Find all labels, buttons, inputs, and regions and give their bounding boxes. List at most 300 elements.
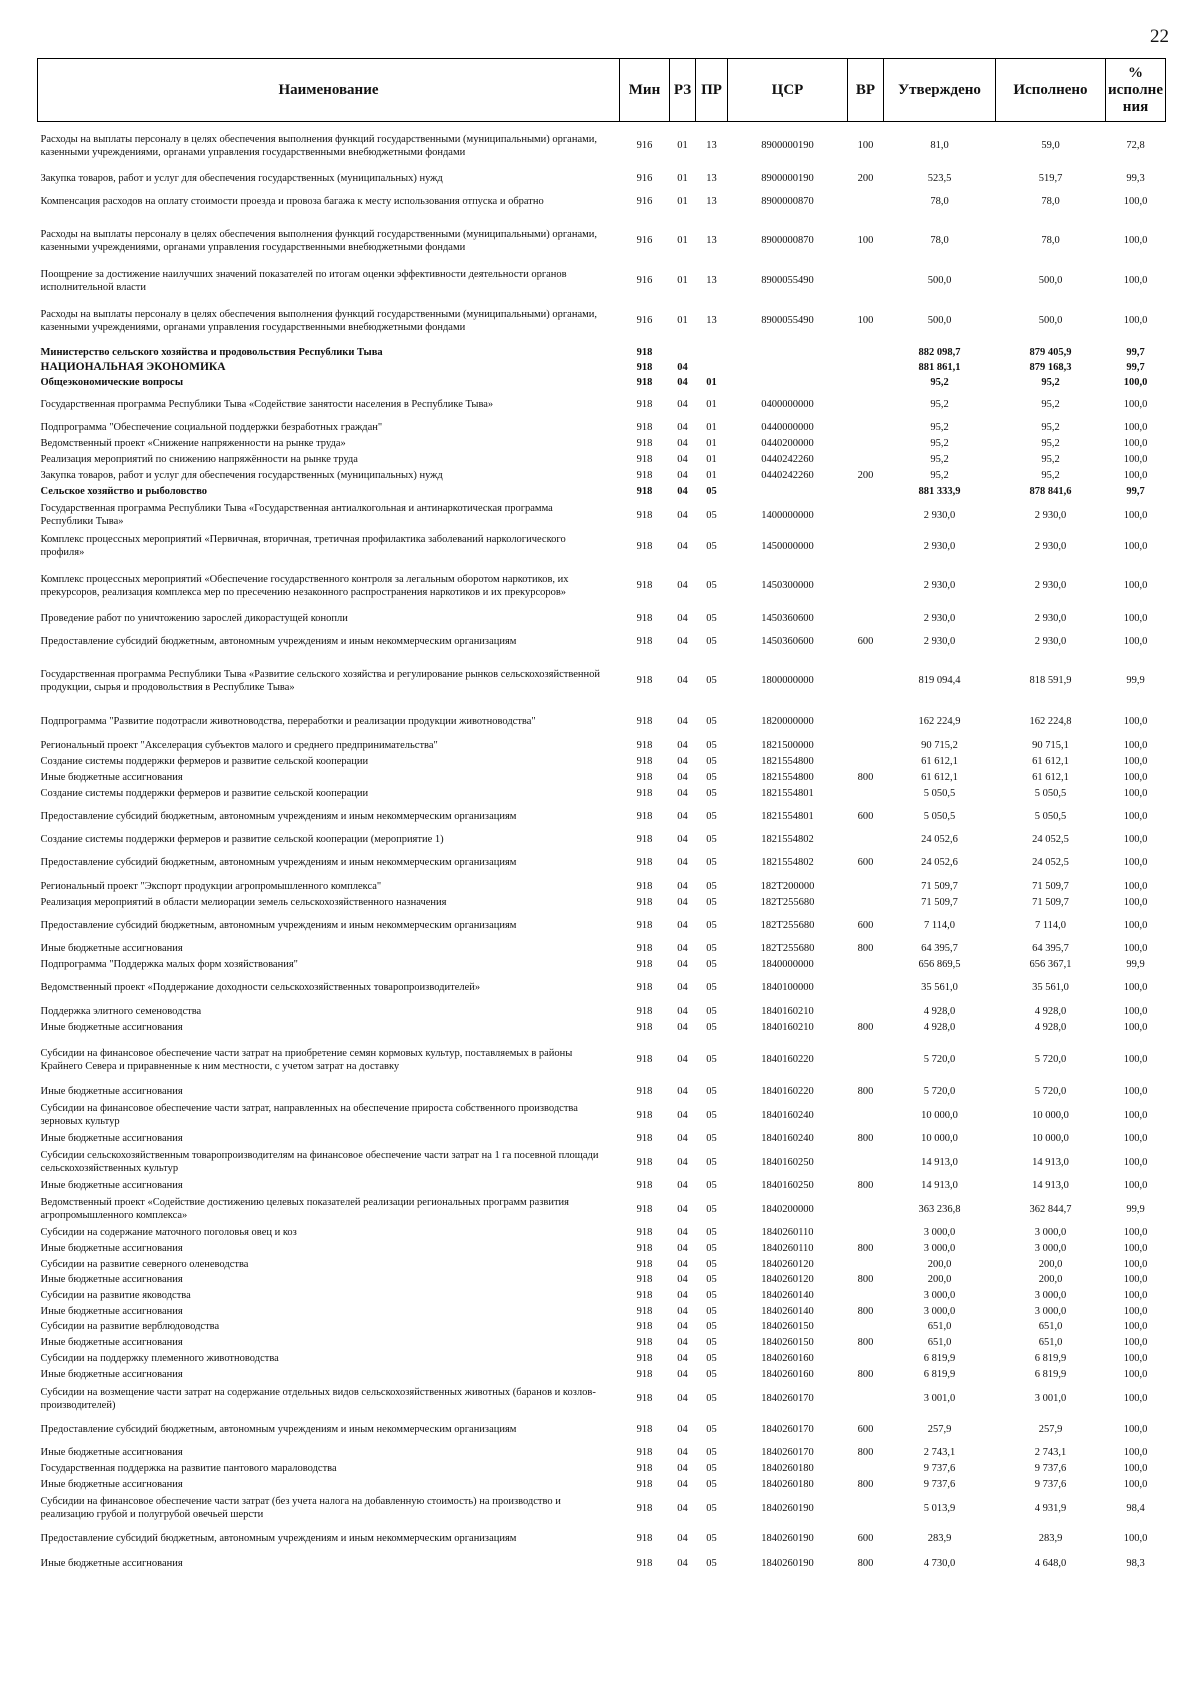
row-name: Иные бюджетные ассигнования [40, 1447, 183, 1458]
row-vr: 800 [857, 1305, 874, 1317]
row-min: 918 [636, 675, 653, 686]
row-percent: 72,8 [1126, 140, 1145, 152]
row-executed: 257,9 [1038, 1424, 1063, 1435]
row-rz: 04 [677, 897, 688, 908]
row-vr [848, 436, 884, 452]
row-vr: 800 [857, 943, 874, 954]
row-pr: 05 [706, 1180, 717, 1191]
row-executed: 878 841,6 [1029, 486, 1072, 497]
row-rz: 04 [677, 740, 688, 751]
row-pr: 05 [706, 740, 717, 751]
row-rz: 04 [677, 982, 688, 993]
row-pr: 05 [706, 1203, 717, 1215]
table-row [38, 484, 1166, 500]
row-percent: 98,4 [1126, 1502, 1145, 1514]
row-vr [848, 973, 884, 1003]
row-min: 918 [636, 982, 653, 993]
row-executed: 6 819,9 [1034, 1353, 1067, 1364]
row-min: 918 [636, 740, 653, 751]
row-rz: 04 [677, 509, 688, 521]
row-pr: 05 [706, 1005, 717, 1017]
row-csr: 1840160250 [761, 1156, 814, 1168]
table-row [38, 360, 1166, 375]
row-executed: 90 715,1 [1032, 740, 1069, 751]
row-executed: 4 928,0 [1034, 1022, 1067, 1033]
row-csr: 1821554802 [761, 857, 814, 868]
row-name: Субсидии на финансовое обеспечение части затрат, направленных на обеспечение прироста собственного производства зерновых культур [40, 1103, 578, 1127]
row-approved: 651,0 [927, 1337, 952, 1348]
row-approved: 9 737,6 [923, 1479, 956, 1490]
table-row [38, 375, 1166, 391]
table-row [38, 957, 1166, 973]
row-pr: 05 [706, 1558, 717, 1569]
row-rz: 04 [677, 675, 688, 686]
row-approved: 2 930,0 [923, 580, 956, 591]
row-rz: 04 [677, 361, 688, 373]
row-pr: 01 [706, 454, 717, 465]
row-executed: 71 509,7 [1032, 880, 1069, 892]
row-rz: 04 [677, 486, 688, 497]
row-csr: 1820000000 [761, 716, 814, 727]
header-vr: ВР [848, 59, 884, 122]
table-row [38, 786, 1166, 802]
row-approved: 78,0 [930, 196, 949, 207]
row-name: Предоставление субсидий бюджетным, автономным учреждениям и иным некоммерческим организациям [40, 1424, 517, 1435]
row-rz: 04 [677, 1086, 688, 1097]
table-row [38, 1100, 1166, 1131]
row-min: 918 [636, 756, 653, 767]
row-name: Иные бюджетные ассигнования [40, 1337, 183, 1348]
row-approved: 162 224,9 [918, 716, 961, 727]
row-csr: 1840260140 [761, 1305, 814, 1317]
row-approved: 4 928,0 [923, 1022, 956, 1033]
row-pr: 05 [706, 1305, 717, 1317]
row-vr [848, 531, 884, 562]
row-approved: 90 715,2 [921, 740, 958, 751]
row-vr: 600 [857, 635, 874, 647]
row-csr: 1840260150 [761, 1337, 814, 1348]
row-rz: 04 [677, 1424, 688, 1435]
row-executed: 879 168,3 [1029, 361, 1072, 373]
row-executed: 3 000,0 [1034, 1243, 1067, 1254]
table-row [38, 1194, 1166, 1225]
row-pr: 05 [706, 1258, 717, 1270]
row-pr [696, 345, 728, 360]
row-rz: 04 [677, 1258, 688, 1270]
row-name: Иные бюджетные ассигнования [40, 943, 183, 954]
table-row [38, 848, 1166, 878]
row-percent: 98,3 [1126, 1558, 1145, 1569]
row-executed: 78,0 [1041, 196, 1060, 207]
row-vr [848, 1461, 884, 1477]
row-executed: 5 050,5 [1034, 811, 1067, 822]
table-row [38, 1003, 1166, 1020]
header-rz: РЗ [670, 59, 696, 122]
row-rz: 04 [677, 540, 688, 552]
row-approved: 881 861,1 [918, 361, 961, 373]
row-pr: 05 [706, 1054, 717, 1065]
row-percent: 100,0 [1123, 834, 1148, 845]
row-csr: 8900000870 [761, 196, 814, 207]
row-min: 916 [636, 140, 653, 152]
row-rz: 04 [677, 438, 688, 449]
row-min: 918 [636, 486, 653, 497]
row-min: 918 [636, 1321, 653, 1332]
row-pr: 05 [706, 1290, 717, 1301]
row-executed: 24 052,5 [1032, 834, 1069, 845]
row-percent: 100,0 [1123, 377, 1148, 388]
row-percent: 100,0 [1123, 1353, 1148, 1364]
header-executed: Исполнено [996, 59, 1106, 122]
row-csr: 1840160220 [761, 1054, 814, 1065]
row-rz: 04 [677, 1274, 688, 1285]
row-vr [848, 832, 884, 848]
row-vr [848, 345, 884, 360]
row-rz: 04 [677, 1227, 688, 1238]
row-csr: 1400000000 [761, 509, 814, 521]
row-approved: 95,2 [930, 438, 949, 449]
row-percent: 100,0 [1123, 196, 1148, 207]
header-pr: ПР [696, 59, 728, 122]
row-vr: 100 [857, 140, 874, 152]
header-name: Наименование [38, 59, 620, 122]
row-pr: 05 [706, 943, 717, 954]
row-vr [848, 1194, 884, 1225]
row-vr [848, 1319, 884, 1335]
row-name: Расходы на выплаты персоналу в целях обеспечения выполнения функций государственными (муниципальными) органами, казенными учреждениями, органами управления государственными внебюджетными фондами [40, 228, 598, 253]
row-percent: 100,0 [1123, 1180, 1148, 1191]
header-percent: % исполне ния [1106, 59, 1166, 122]
row-rz: 04 [677, 959, 688, 970]
row-pr: 05 [706, 811, 717, 822]
row-pr: 05 [706, 716, 717, 727]
row-approved: 2 930,0 [923, 635, 956, 647]
row-csr: 1840160250 [761, 1180, 814, 1191]
row-name: Поддержка элитного семеноводства [40, 1005, 202, 1017]
row-name: Министерство сельского хозяйства и продовольствия Республики Тыва [40, 346, 383, 358]
row-executed: 2 930,0 [1034, 509, 1067, 521]
row-pr: 13 [706, 275, 717, 286]
row-executed: 5 720,0 [1034, 1086, 1067, 1097]
row-pr: 05 [706, 1086, 717, 1097]
table-row [38, 419, 1166, 436]
row-approved: 14 913,0 [921, 1156, 958, 1168]
row-vr [848, 738, 884, 754]
row-executed: 64 395,7 [1032, 943, 1069, 954]
row-rz: 04 [677, 811, 688, 822]
row-executed: 7 114,0 [1034, 920, 1067, 931]
row-percent: 100,0 [1123, 1109, 1148, 1121]
row-pr: 05 [706, 1227, 717, 1238]
row-name: Иные бюджетные ассигнования [40, 1243, 183, 1254]
row-rz: 04 [677, 1463, 688, 1474]
row-pr: 05 [706, 788, 717, 799]
row-percent: 100,0 [1123, 897, 1148, 908]
row-executed: 35 561,0 [1032, 982, 1069, 993]
row-pr: 05 [706, 1369, 717, 1380]
page-number: 22 [1150, 26, 1169, 47]
row-min: 918 [636, 1558, 653, 1569]
row-min: 918 [636, 1258, 653, 1270]
row-min: 918 [636, 421, 653, 433]
row-min: 918 [636, 470, 653, 481]
row-csr: 1840260120 [761, 1274, 814, 1285]
row-csr: 1821554800 [761, 772, 814, 783]
row-percent: 100,0 [1123, 1227, 1148, 1238]
row-vr [848, 1147, 884, 1178]
row-vr [848, 1288, 884, 1304]
row-rz: 01 [677, 140, 688, 152]
row-pr: 05 [706, 1156, 717, 1168]
table-header-row [38, 59, 1166, 122]
table-row [38, 122, 1166, 170]
row-approved: 3 000,0 [923, 1243, 956, 1254]
row-name: НАЦИОНАЛЬНАЯ ЭКОНОМИКА [40, 360, 226, 373]
row-pr: 05 [706, 509, 717, 521]
row-approved: 651,0 [927, 1321, 952, 1332]
row-rz: 04 [677, 421, 688, 433]
row-percent: 100,0 [1123, 1337, 1148, 1348]
row-min: 918 [636, 1022, 653, 1033]
row-pr: 05 [706, 1479, 717, 1490]
row-percent: 99,9 [1126, 1203, 1145, 1215]
row-percent: 100,0 [1123, 857, 1148, 868]
row-name: Иные бюджетные ассигнования [40, 1369, 183, 1380]
row-csr: 1840260140 [761, 1290, 814, 1301]
row-percent: 100,0 [1123, 1156, 1148, 1168]
table-row [38, 610, 1166, 627]
row-executed: 95,2 [1041, 454, 1060, 465]
row-approved: 9 737,6 [923, 1463, 956, 1474]
row-percent: 100,0 [1123, 1054, 1148, 1065]
row-csr: 1821500000 [761, 740, 814, 751]
row-name: Иные бюджетные ассигнования [40, 1133, 183, 1144]
row-percent: 100,0 [1123, 1274, 1148, 1285]
row-executed: 500,0 [1038, 315, 1063, 326]
row-approved: 2 930,0 [923, 612, 956, 624]
row-vr [848, 1036, 884, 1084]
row-rz: 04 [677, 1479, 688, 1490]
row-rz: 04 [677, 1337, 688, 1348]
row-executed: 200,0 [1038, 1258, 1063, 1270]
row-name: Ведомственный проект «Поддержание доходности сельскохозяйственных товаропроизводителей» [40, 982, 481, 993]
row-rz: 04 [677, 377, 688, 388]
row-csr: 1450300000 [761, 580, 814, 591]
row-csr: 8900055490 [761, 315, 814, 326]
row-name: Региональный проект "Акселерация субъектов малого и среднего предпринимательства" [40, 740, 438, 751]
row-name: Создание системы поддержки фермеров и развитие сельской кооперации (мероприятие 1) [40, 834, 444, 845]
row-min: 918 [636, 1109, 653, 1121]
row-vr [848, 391, 884, 419]
table-row [38, 878, 1166, 895]
row-approved: 500,0 [927, 315, 952, 326]
table-row [38, 1477, 1166, 1493]
table-row [38, 452, 1166, 468]
row-name: Региональный проект "Экспорт продукции агропромышленного комплекса" [40, 880, 382, 892]
row-name: Расходы на выплаты персоналу в целях обеспечения выполнения функций государственными (муниципальными) органами, казенными учреждениями, органами управления государственными внебюджетными фондами [40, 133, 598, 158]
row-min: 916 [636, 315, 653, 326]
row-executed: 78,0 [1041, 235, 1060, 246]
row-approved: 95,2 [930, 399, 949, 410]
row-name: Создание системы поддержки фермеров и развитие сельской кооперации [40, 756, 369, 767]
row-min: 918 [636, 811, 653, 822]
row-percent: 100,0 [1123, 421, 1148, 433]
row-executed: 519,7 [1038, 172, 1063, 184]
row-approved: 2 930,0 [923, 509, 956, 521]
row-min: 918 [636, 1133, 653, 1144]
row-min: 918 [636, 857, 653, 868]
row-percent: 100,0 [1123, 1479, 1148, 1490]
row-approved: 363 236,8 [918, 1203, 961, 1215]
row-min: 918 [636, 612, 653, 624]
row-vr: 800 [857, 1133, 874, 1144]
row-executed: 5 050,5 [1034, 788, 1067, 799]
row-executed: 14 913,0 [1032, 1156, 1069, 1168]
row-executed: 95,2 [1041, 438, 1060, 449]
row-min: 918 [636, 635, 653, 647]
row-executed: 95,2 [1041, 421, 1060, 433]
row-approved: 10 000,0 [921, 1109, 958, 1121]
table-row [38, 1304, 1166, 1319]
row-name: Общеэкономические вопросы [40, 377, 184, 388]
row-rz: 04 [677, 834, 688, 845]
row-executed: 2 930,0 [1034, 635, 1067, 647]
table-row [38, 754, 1166, 770]
row-approved: 95,2 [930, 421, 949, 433]
table-row [38, 1288, 1166, 1304]
row-rz: 04 [677, 454, 688, 465]
table-row [38, 706, 1166, 738]
row-vr: 800 [857, 1022, 874, 1033]
row-pr: 05 [706, 1337, 717, 1348]
row-csr: 1840000000 [761, 959, 814, 970]
row-min: 918 [636, 1086, 653, 1097]
row-csr: 1840260110 [761, 1227, 814, 1238]
table-row [38, 1225, 1166, 1241]
row-min: 918 [636, 1203, 653, 1215]
row-csr: 1840260180 [761, 1463, 814, 1474]
row-percent: 100,0 [1123, 1533, 1148, 1544]
row-csr: 1800000000 [761, 675, 814, 686]
row-approved: 61 612,1 [921, 756, 958, 767]
row-name: Подпрограмма "Обеспечение социальной поддержки безработных граждан" [40, 421, 383, 433]
row-percent: 100,0 [1123, 580, 1148, 591]
row-vr [848, 1383, 884, 1415]
row-vr [848, 562, 884, 610]
row-pr: 01 [706, 421, 717, 433]
row-pr: 05 [706, 880, 717, 892]
row-vr [848, 1003, 884, 1020]
row-rz: 04 [677, 1005, 688, 1017]
row-rz: 04 [677, 1109, 688, 1121]
table-row [38, 345, 1166, 360]
row-executed: 24 052,5 [1032, 857, 1069, 868]
row-executed: 10 000,0 [1032, 1133, 1069, 1144]
row-rz: 04 [677, 1447, 688, 1458]
row-approved: 71 509,7 [921, 897, 958, 908]
row-approved: 95,2 [930, 470, 949, 481]
table-row [38, 391, 1166, 419]
row-vr: 600 [857, 920, 874, 931]
table-row [38, 1367, 1166, 1383]
row-approved: 5 013,9 [923, 1502, 956, 1514]
row-pr: 13 [706, 172, 717, 184]
row-name: Ведомственный проект «Снижение напряженности на рынке труда» [40, 438, 346, 449]
row-vr: 800 [857, 1369, 874, 1380]
row-pr: 01 [706, 470, 717, 481]
row-approved: 6 819,9 [923, 1353, 956, 1364]
row-min: 916 [636, 172, 653, 184]
row-min: 918 [636, 1005, 653, 1017]
row-percent: 100,0 [1123, 716, 1148, 727]
row-csr: 1840260170 [761, 1447, 814, 1458]
row-name: Субсидии сельскохозяйственным товаропроизводителям на финансовое обеспечение части затрат на 1 га посевной площади сельскохозяйственных культур [40, 1150, 599, 1174]
row-name: Субсидии на поддержку племенного животноводства [40, 1353, 279, 1364]
row-pr: 05 [706, 1109, 717, 1121]
row-name: Расходы на выплаты персоналу в целях обеспечения выполнения функций государственными (муниципальными) органами, казенными учреждениями, органами управления государственными внебюджетными фондами [40, 308, 598, 333]
row-rz: 04 [677, 1203, 688, 1215]
row-min: 918 [636, 1156, 653, 1168]
row-name: Иные бюджетные ассигнования [40, 1305, 183, 1317]
table-row [38, 1351, 1166, 1367]
row-approved: 2 930,0 [923, 540, 956, 552]
row-rz: 04 [677, 1321, 688, 1332]
row-name: Иные бюджетные ассигнования [40, 1022, 183, 1033]
row-approved: 656 869,5 [918, 959, 961, 970]
row-approved: 64 395,7 [921, 943, 958, 954]
row-executed: 4 648,0 [1034, 1558, 1067, 1569]
row-rz: 04 [677, 1243, 688, 1254]
row-approved: 819 094,4 [918, 675, 961, 686]
row-pr: 01 [706, 399, 717, 410]
row-executed: 362 844,7 [1029, 1203, 1072, 1215]
row-pr: 05 [706, 1393, 717, 1404]
row-percent: 100,0 [1123, 275, 1148, 286]
row-min: 918 [636, 1305, 653, 1317]
row-approved: 14 913,0 [921, 1180, 958, 1191]
table-row [38, 1147, 1166, 1178]
row-vr: 800 [857, 772, 874, 783]
row-csr: 1840260150 [761, 1321, 814, 1332]
row-vr [848, 375, 884, 391]
row-vr: 600 [857, 1533, 874, 1544]
row-pr: 05 [706, 982, 717, 993]
row-rz: 04 [677, 1290, 688, 1301]
row-min: 918 [636, 1227, 653, 1238]
row-rz: 04 [677, 943, 688, 954]
row-csr: 1840260170 [761, 1424, 814, 1435]
row-min: 918 [636, 1054, 653, 1065]
row-pr: 05 [706, 772, 717, 783]
row-csr: 8900000190 [761, 172, 814, 184]
row-name: Подпрограмма "Развитие подотрасли животноводства, переработки и реализации продукции животноводства" [40, 716, 536, 727]
row-csr: 0440200000 [761, 438, 814, 449]
row-csr: 1821554802 [761, 834, 814, 845]
row-csr: 1840260160 [761, 1369, 814, 1380]
row-name: Субсидии на финансовое обеспечение части затрат на приобретение семян кормовых культур, поставляемых в районы Крайнего Севера и приравненные к ним местности, с учетом затрат на доставку [40, 1047, 573, 1072]
row-approved: 200,0 [927, 1274, 952, 1285]
table-row [38, 1257, 1166, 1272]
row-executed: 283,9 [1038, 1533, 1063, 1544]
row-rz: 01 [677, 315, 688, 326]
row-percent: 99,7 [1126, 361, 1145, 373]
row-vr [848, 484, 884, 500]
row-csr: 1840160210 [761, 1005, 814, 1017]
row-rz: 04 [677, 920, 688, 931]
row-percent: 100,0 [1123, 1393, 1148, 1404]
row-vr: 800 [857, 1447, 874, 1458]
row-csr: 1840100000 [761, 982, 814, 993]
